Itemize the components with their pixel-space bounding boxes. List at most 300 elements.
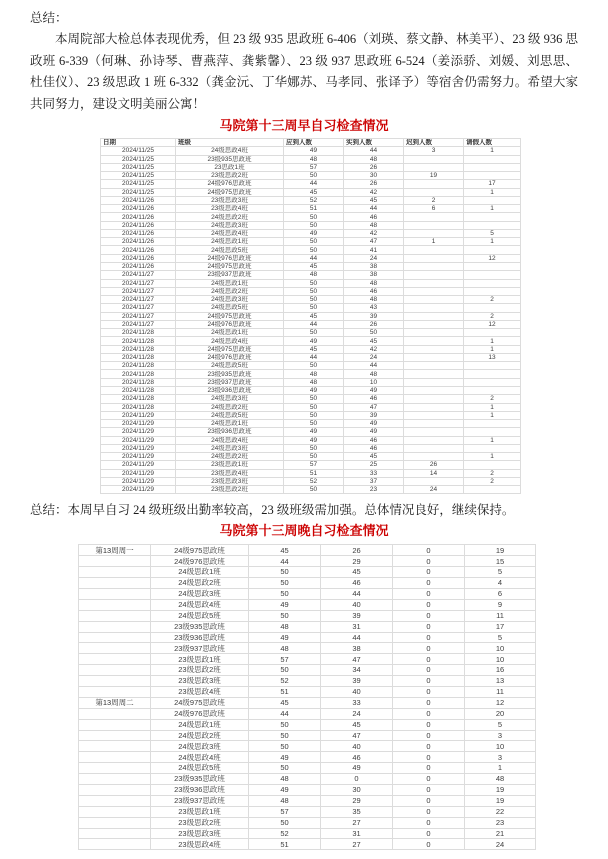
table-row	[101, 461, 521, 469]
summary1-label: 总结：	[30, 11, 68, 25]
table-cell	[404, 428, 464, 436]
table-cell: 38	[321, 643, 393, 654]
table-cell: 24级976思政班	[176, 254, 284, 262]
table-cell: 24级976思政班	[176, 320, 284, 328]
table-cell: 23级思政3班	[176, 477, 284, 485]
table-cell: 48	[344, 296, 404, 304]
table-cell	[464, 486, 521, 494]
table-cell: 0	[393, 817, 465, 828]
table-cell	[79, 752, 151, 763]
table-cell: 23级937思政班	[176, 378, 284, 386]
table-cell	[79, 730, 151, 741]
table-row	[101, 362, 521, 370]
table-cell: 45	[284, 312, 344, 320]
table-cell: 30	[344, 172, 404, 180]
table-cell: 57	[284, 163, 344, 171]
table-cell: 23级935思政班	[151, 621, 249, 632]
table-cell: 2024/11/25	[101, 180, 176, 188]
table-row	[101, 139, 521, 147]
table-cell: 24级思政5班	[176, 411, 284, 419]
table-cell: 47	[344, 238, 404, 246]
table-cell	[79, 708, 151, 719]
table-cell: 24级思政2班	[176, 213, 284, 221]
table-row	[79, 621, 536, 632]
table-cell: 24级思政3班	[151, 741, 249, 752]
table-cell: 26	[344, 163, 404, 171]
table-cell: 1	[464, 345, 521, 353]
table-cell: 2024/11/25	[101, 147, 176, 155]
table-row	[101, 271, 521, 279]
table-cell: 45	[284, 188, 344, 196]
table-cell: 24级975思政班	[176, 345, 284, 353]
table-cell: 1	[464, 436, 521, 444]
table-cell: 27	[321, 817, 393, 828]
table-cell: 0	[393, 621, 465, 632]
table-cell: 45	[249, 697, 321, 708]
table-cell: 21	[465, 828, 536, 839]
table-cell	[79, 687, 151, 698]
table-cell: 48	[284, 271, 344, 279]
morning-table-body	[101, 147, 521, 494]
table-cell: 49	[344, 428, 404, 436]
table-cell: 请假人数	[464, 139, 521, 147]
table-cell: 24级思政4班	[176, 337, 284, 345]
table-cell	[79, 806, 151, 817]
table-cell: 42	[344, 345, 404, 353]
table-cell: 44	[284, 320, 344, 328]
table-cell: 45	[344, 453, 404, 461]
table-cell: 25	[344, 461, 404, 469]
table-cell: 47	[344, 403, 404, 411]
table-cell: 9	[465, 599, 536, 610]
table-cell: 24级思政1班	[176, 238, 284, 246]
table-cell	[79, 665, 151, 676]
table-cell: 0	[393, 741, 465, 752]
table-cell: 23级思政2班	[151, 817, 249, 828]
table-cell: 0	[393, 599, 465, 610]
table-row	[101, 444, 521, 452]
table-cell: 24级976思政班	[151, 708, 249, 719]
table-row	[101, 304, 521, 312]
table-cell: 24级思政2班	[176, 453, 284, 461]
table-cell: 5	[465, 632, 536, 643]
table-cell: 24级思政5班	[176, 246, 284, 254]
table-cell	[464, 172, 521, 180]
table-row	[101, 386, 521, 394]
table-cell: 29	[321, 795, 393, 806]
table-cell	[464, 444, 521, 452]
table-cell: 0	[393, 687, 465, 698]
table-cell: 第13周周二	[79, 697, 151, 708]
table-cell	[79, 785, 151, 796]
table-cell: 第13周周一	[79, 545, 151, 556]
table-row	[79, 556, 536, 567]
table-cell: 0	[393, 610, 465, 621]
table-cell: 10	[465, 741, 536, 752]
table-cell: 51	[249, 687, 321, 698]
table-cell: 2024/11/29	[101, 411, 176, 419]
table-cell: 50	[284, 279, 344, 287]
table-cell: 0	[393, 578, 465, 589]
table-cell	[464, 213, 521, 221]
table-cell: 1	[464, 205, 521, 213]
table-cell	[404, 296, 464, 304]
table-cell: 52	[284, 477, 344, 485]
evening-table-title: 马院第十三周晚自习检查情况	[219, 523, 389, 539]
table-cell: 45	[284, 262, 344, 270]
table-cell: 24级思政3班	[176, 395, 284, 403]
table-row	[101, 378, 521, 386]
table-row	[79, 719, 536, 730]
table-cell: 50	[284, 362, 344, 370]
evening-study-table	[78, 544, 536, 850]
table-row	[101, 486, 521, 494]
table-cell: 24	[404, 486, 464, 494]
table-cell: 50	[249, 763, 321, 774]
table-cell: 0	[393, 632, 465, 643]
table-cell: 24级976思政班	[176, 180, 284, 188]
table-cell: 2024/11/28	[101, 378, 176, 386]
table-cell: 49	[284, 337, 344, 345]
table-cell	[464, 370, 521, 378]
table-cell	[464, 287, 521, 295]
table-cell	[404, 213, 464, 221]
table-cell: 24级975思政班	[176, 188, 284, 196]
table-row	[79, 599, 536, 610]
table-cell: 0	[393, 828, 465, 839]
table-cell: 1	[465, 763, 536, 774]
table-cell	[464, 386, 521, 394]
table-cell	[404, 304, 464, 312]
table-cell: 20	[465, 708, 536, 719]
table-row	[79, 654, 536, 665]
table-row	[79, 828, 536, 839]
table-cell: 17	[464, 180, 521, 188]
table-cell	[464, 304, 521, 312]
table-row	[79, 545, 536, 556]
table-cell: 50	[249, 610, 321, 621]
table-cell: 23级936思政班	[151, 632, 249, 643]
table-cell	[404, 287, 464, 295]
table-cell: 46	[321, 752, 393, 763]
summary1-text: 本周院部大检总体表现优秀，但 23 级 935 思政班 6-406（刘瑛、蔡文静、林美平）、23 级 936 思政班 6-339（何琳、孙诗琴、曹燕萍、龚紫馨）、23 级 937 思政班 6-524（姜添骄、刘媛、刘思思、杜佳仪）、23 级思政 1 班 6-332（龚金沅、丁华娜苏、马孝同、张译予）等宿舍仍需努力。希望大家共同努力，建设文明美丽公寓！	[30, 32, 578, 111]
table-cell: 23级思政1班	[176, 461, 284, 469]
table-cell: 2024/11/26	[101, 254, 176, 262]
table-row	[101, 279, 521, 287]
table-cell: 2024/11/27	[101, 279, 176, 287]
table-cell: 15	[465, 556, 536, 567]
table-row	[101, 353, 521, 361]
table-row	[79, 610, 536, 621]
table-cell: 0	[393, 752, 465, 763]
table-cell: 24级思政3班	[151, 588, 249, 599]
table-cell: 23思政1班	[176, 163, 284, 171]
table-cell: 1	[464, 188, 521, 196]
table-cell: 班级	[176, 139, 284, 147]
table-cell: 48	[344, 370, 404, 378]
table-row	[101, 403, 521, 411]
table-row	[101, 229, 521, 237]
table-row	[79, 708, 536, 719]
table-cell: 24级思政1班	[176, 329, 284, 337]
table-cell: 49	[249, 599, 321, 610]
table-row	[79, 665, 536, 676]
table-cell: 12	[464, 320, 521, 328]
table-cell: 23级思政2班	[176, 172, 284, 180]
table-cell: 4	[465, 578, 536, 589]
table-row	[101, 420, 521, 428]
table-cell: 2024/11/27	[101, 320, 176, 328]
table-cell: 0	[393, 665, 465, 676]
table-cell: 49	[249, 752, 321, 763]
table-cell	[404, 262, 464, 270]
table-cell: 11	[465, 610, 536, 621]
table-row	[101, 254, 521, 262]
table-cell: 2024/11/27	[101, 304, 176, 312]
table-cell: 3	[465, 752, 536, 763]
table-cell	[464, 279, 521, 287]
table-cell: 49	[284, 428, 344, 436]
table-cell	[404, 362, 464, 370]
table-cell: 50	[284, 453, 344, 461]
table-cell: 23级936思政班	[176, 428, 284, 436]
table-cell: 24级975思政班	[176, 262, 284, 270]
table-cell: 48	[249, 774, 321, 785]
table-cell	[404, 411, 464, 419]
table-cell: 39	[344, 312, 404, 320]
table-cell: 2024/11/25	[101, 188, 176, 196]
table-row	[79, 795, 536, 806]
table-cell	[404, 188, 464, 196]
table-cell	[404, 320, 464, 328]
table-cell: 2024/11/26	[101, 229, 176, 237]
table-cell	[464, 329, 521, 337]
table-cell: 44	[321, 632, 393, 643]
table-row	[79, 697, 536, 708]
table-cell: 24级思政3班	[176, 221, 284, 229]
table-cell: 50	[284, 411, 344, 419]
table-cell	[79, 654, 151, 665]
table-row	[101, 238, 521, 246]
table-cell: 46	[321, 578, 393, 589]
table-row	[79, 632, 536, 643]
table-cell: 48	[344, 221, 404, 229]
table-cell: 0	[393, 643, 465, 654]
table-cell: 2	[404, 196, 464, 204]
table-row	[79, 567, 536, 578]
table-cell: 26	[344, 180, 404, 188]
table-cell: 45	[344, 196, 404, 204]
table-cell: 0	[393, 654, 465, 665]
table-row	[101, 395, 521, 403]
table-cell: 24级思政2班	[151, 578, 249, 589]
table-cell: 30	[321, 785, 393, 796]
table-cell: 50	[249, 730, 321, 741]
table-cell: 49	[249, 632, 321, 643]
table-cell: 39	[344, 411, 404, 419]
table-cell: 49	[321, 763, 393, 774]
table-cell: 0	[393, 730, 465, 741]
table-cell: 24级思政2班	[176, 287, 284, 295]
table-cell: 0	[393, 806, 465, 817]
table-row	[101, 163, 521, 171]
table-cell: 0	[393, 545, 465, 556]
table-cell: 1	[464, 147, 521, 155]
table-cell: 2024/11/28	[101, 395, 176, 403]
morning-table-title: 马院第十三周早自习检查情况	[219, 118, 389, 133]
table-row	[79, 806, 536, 817]
table-cell: 24级思政5班	[151, 763, 249, 774]
table-cell	[79, 741, 151, 752]
table-cell: 2024/11/28	[101, 386, 176, 394]
table-cell: 50	[249, 567, 321, 578]
table-cell: 48	[249, 795, 321, 806]
table-row	[101, 436, 521, 444]
table-cell: 51	[284, 205, 344, 213]
table-cell: 24级思政5班	[151, 610, 249, 621]
table-cell: 2024/11/26	[101, 246, 176, 254]
table-cell: 19	[404, 172, 464, 180]
table-cell	[404, 163, 464, 171]
table-cell: 3	[404, 147, 464, 155]
table-row	[101, 411, 521, 419]
table-cell	[404, 271, 464, 279]
table-cell	[464, 221, 521, 229]
table-cell: 24	[344, 254, 404, 262]
table-cell	[79, 610, 151, 621]
table-cell: 0	[393, 697, 465, 708]
table-cell	[404, 453, 464, 461]
table-cell: 23级935思政班	[151, 774, 249, 785]
table-cell: 2024/11/29	[101, 436, 176, 444]
table-cell: 44	[344, 205, 404, 213]
table-cell: 50	[249, 588, 321, 599]
evening-table-body	[79, 545, 536, 850]
table-cell: 50	[284, 395, 344, 403]
table-cell: 2024/11/27	[101, 271, 176, 279]
table-row	[101, 205, 521, 213]
table-cell: 0	[393, 567, 465, 578]
table-cell: 45	[249, 545, 321, 556]
table-row	[101, 262, 521, 270]
table-cell: 0	[393, 785, 465, 796]
table-cell: 49	[284, 147, 344, 155]
table-cell: 0	[393, 774, 465, 785]
table-cell: 23级思政3班	[151, 676, 249, 687]
table-cell: 2	[464, 312, 521, 320]
table-cell: 44	[344, 362, 404, 370]
table-cell: 19	[465, 785, 536, 796]
table-cell: 46	[344, 287, 404, 295]
table-cell	[404, 221, 464, 229]
table-cell: 23级思政3班	[176, 196, 284, 204]
table-cell	[464, 196, 521, 204]
table-cell	[404, 386, 464, 394]
table-cell: 50	[284, 329, 344, 337]
table-cell: 5	[465, 719, 536, 730]
table-cell: 19	[465, 545, 536, 556]
table-cell: 45	[344, 337, 404, 345]
table-cell: 1	[464, 403, 521, 411]
table-cell: 46	[344, 213, 404, 221]
table-cell: 23	[344, 486, 404, 494]
table-cell	[79, 588, 151, 599]
table-cell: 50	[284, 420, 344, 428]
table-cell: 2024/11/26	[101, 205, 176, 213]
table-row	[101, 221, 521, 229]
table-cell	[404, 353, 464, 361]
table-cell: 12	[464, 254, 521, 262]
table-cell: 2	[464, 395, 521, 403]
table-cell: 3	[465, 730, 536, 741]
table-cell: 24级思政4班	[151, 752, 249, 763]
table-cell: 34	[321, 665, 393, 676]
table-cell: 10	[344, 378, 404, 386]
morning-study-table	[100, 138, 521, 494]
table-cell	[79, 774, 151, 785]
table-cell: 49	[249, 785, 321, 796]
table-cell: 12	[465, 697, 536, 708]
table-cell: 23级935思政班	[176, 155, 284, 163]
table-cell: 47	[321, 654, 393, 665]
table-cell	[404, 312, 464, 320]
table-cell: 2024/11/26	[101, 262, 176, 270]
table-cell: 24	[465, 839, 536, 850]
table-cell: 1	[464, 238, 521, 246]
table-cell: 45	[321, 719, 393, 730]
table-cell: 50	[344, 329, 404, 337]
table-cell: 2	[464, 477, 521, 485]
table-cell: 42	[344, 229, 404, 237]
table-row	[101, 337, 521, 345]
table-row	[101, 287, 521, 295]
table-cell: 24级思政2班	[151, 730, 249, 741]
table-row	[79, 752, 536, 763]
table-row	[101, 320, 521, 328]
table-cell	[79, 599, 151, 610]
table-cell: 2024/11/28	[101, 345, 176, 353]
table-cell: 24级思政4班	[176, 436, 284, 444]
table-cell: 49	[284, 386, 344, 394]
table-cell: 50	[249, 719, 321, 730]
table-row	[79, 817, 536, 828]
table-cell: 2024/11/27	[101, 287, 176, 295]
table-cell	[404, 436, 464, 444]
table-cell: 6	[465, 588, 536, 599]
table-cell: 49	[284, 229, 344, 237]
table-cell: 23级思政1班	[151, 806, 249, 817]
table-cell: 2024/11/29	[101, 444, 176, 452]
table-cell: 44	[284, 180, 344, 188]
table-cell: 10	[465, 654, 536, 665]
table-cell: 2024/11/28	[101, 362, 176, 370]
table-row	[101, 155, 521, 163]
table-cell: 50	[284, 296, 344, 304]
table-cell: 16	[465, 665, 536, 676]
table-cell: 26	[344, 320, 404, 328]
table-cell: 49	[344, 420, 404, 428]
table-cell: 23级思政4班	[151, 839, 249, 850]
table-cell: 0	[393, 588, 465, 599]
table-cell: 2024/11/26	[101, 213, 176, 221]
table-cell: 44	[344, 147, 404, 155]
table-cell: 23级937思政班	[151, 795, 249, 806]
table-cell: 52	[284, 196, 344, 204]
table-row	[79, 785, 536, 796]
table-cell: 44	[284, 353, 344, 361]
table-cell: 0	[393, 719, 465, 730]
table-cell: 2024/11/28	[101, 370, 176, 378]
